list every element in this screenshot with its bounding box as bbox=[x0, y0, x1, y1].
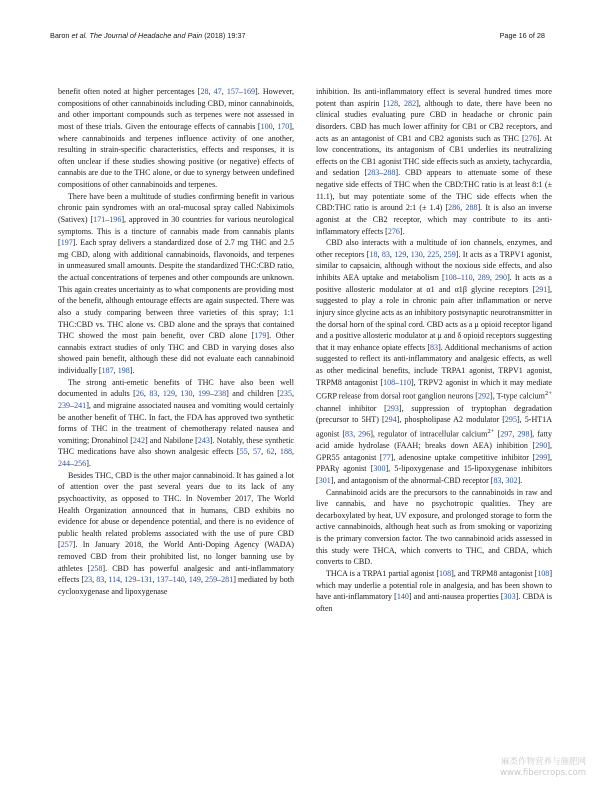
citation-link[interactable]: 300 bbox=[373, 464, 386, 474]
header-authors: Baron bbox=[50, 31, 70, 40]
citation-link[interactable]: 282 bbox=[404, 98, 417, 108]
watermark-line-1: 麻类作物营养与施肥网 bbox=[500, 757, 586, 767]
citation-link[interactable]: 129 bbox=[124, 575, 137, 585]
citation-link[interactable]: 242 bbox=[132, 435, 145, 445]
citation-link[interactable]: 169 bbox=[242, 87, 256, 96]
citation-link[interactable]: 235 bbox=[279, 389, 292, 399]
citation-link[interactable]: 187 bbox=[101, 366, 114, 375]
header-volume: (2018) 19:37 bbox=[204, 31, 246, 40]
citation-link[interactable]: 297 bbox=[500, 429, 513, 439]
body-paragraph: CBD also interacts with a multitude of ion channels, enzymes, and other receptors [18, 83, 129, 130, 225, 259]. It acts as a TRPV1 agonist, similar to capsaicin, although without the noxious side effects, and also inhibits AEA uptake and metabolism [108–110, 289, 290]. It acts as a positive allosteric modulator at α1 and α1β glycine receptors [291], suggested to play a role in chronic pain after inflammation or nerve injury since glycine acts as an inhibitory postsynaptic neurotransmitter in the dorsal horn of the spinal cord. CBD acts as a μ opioid receptor ligand and a positive allosteric modulator at μ and δ opioid receptors suggesting that it may enhance opiate effects [83]. Additional mechanisms of action suggested to reflect its anti-inflammatory and analgesic effects, as well as other medicinal benefits, include TRPA1 agonist, TRPV1 agonist, TRPM8 antagonist [108–110], TRPV2 agonist in which it may mediate CGRP release from dorsal root ganglion neurons [292], T-type calcium$^{2+}$ channel inhibitor [293], suppression of tryptophan degradation (precursor to 5HT) [294], phospholipase A2 modulator [295], 5-HT1A agonist [83, 296], regulator of intracellular calcium$^{2+}$ [297, 298], fatty acid amide hydrolase (FAAH; breaks down AEA) inhibition [290], GPR55 antagonist [77], adenosine uptake competitive inhibitor [299], PPARγ agonist [300], 5-lipoxygenase and 15-lipoxygenase inhibitors [301], and antagonism of the abnormal-CBD receptor [83, 302]. bbox=[316, 238, 553, 485]
citation-link[interactable]: 293 bbox=[386, 403, 399, 413]
citation-link[interactable]: 149 bbox=[188, 575, 201, 585]
citation-link[interactable]: 283 bbox=[367, 168, 380, 178]
citation-link[interactable]: 244 bbox=[58, 459, 71, 468]
citation-link[interactable]: 294 bbox=[384, 415, 397, 425]
citation-link[interactable]: 129 bbox=[162, 389, 175, 399]
citation-link[interactable]: 83 bbox=[149, 389, 158, 399]
citation-link[interactable]: 28 bbox=[200, 87, 209, 96]
citation-link[interactable]: 83 bbox=[430, 342, 439, 352]
citation-link[interactable]: 57 bbox=[253, 447, 262, 457]
citation-link[interactable]: 77 bbox=[382, 452, 391, 462]
citation-link[interactable]: 276 bbox=[387, 226, 400, 236]
citation-link[interactable]: 288 bbox=[465, 203, 478, 213]
header-etal: et al. bbox=[71, 31, 88, 40]
body-paragraph: THCA is a TRPA1 partial agonist [108], and TRPM8 antagonist [108] which may underlie a potential role in analgesia, and has been shown to have anti-inflammatory [140] and anti-nausea properties [303]. CBDA is often bbox=[316, 568, 552, 613]
citation-link[interactable]: 110 bbox=[399, 377, 411, 387]
citation-link[interactable]: 100 bbox=[260, 121, 273, 131]
body-paragraph: inhibition. Its anti-inflammatory effect is several hundred times more potent than aspirin [128, 282], although to date, there have been no clinical studies evaluating pure CBD in headache or chronic pain disorders. CBD has much lower affinity for CB1 or CB2 receptors, and acts as an antagonist of CB1 and CB2 agonists such as THC [276]. At low concentrations, its antagonism of CB1 underlies its neutralizing effects on the CB1 agonist THC side effects such as anxiety, tachycardia, and sedation [283–288]. CBD appears to attenuate some of these negative side effects of THC when the CBD:THC ratio is at least 8:1 (± 11.1), but may potentiate some of the THC side effects when the CBD:THC ratio is around 2:1 (± 1.4) [286, 288]. It is also an inverse agonist at the CB2 receptor, which may contribute to its anti-inflammatory effects [276]. bbox=[316, 87, 553, 236]
right-column bbox=[316, 86, 552, 614]
citation-link[interactable]: 83 bbox=[96, 575, 105, 585]
citation-link[interactable]: 298 bbox=[517, 429, 530, 439]
citation-link[interactable]: 83 bbox=[345, 429, 354, 439]
citation-link[interactable]: 292 bbox=[477, 391, 491, 401]
citation-link[interactable]: 55 bbox=[239, 447, 248, 457]
citation-link[interactable]: 179 bbox=[254, 331, 267, 341]
citation-link[interactable]: 257 bbox=[60, 540, 73, 550]
citation-link[interactable]: 114 bbox=[108, 575, 121, 585]
citation-link[interactable]: 140 bbox=[396, 592, 409, 602]
citation-link[interactable]: 295 bbox=[504, 415, 517, 425]
citation-link[interactable]: 137 bbox=[156, 575, 169, 585]
watermark-line-2: www.fibercrops.com bbox=[500, 768, 586, 778]
citation-link[interactable]: 197 bbox=[60, 238, 73, 248]
citation-link[interactable]: 238 bbox=[214, 389, 227, 399]
citation-link[interactable]: 26 bbox=[135, 389, 144, 399]
citation-link[interactable]: 256 bbox=[74, 459, 87, 468]
watermark bbox=[500, 757, 586, 779]
citation-link[interactable]: 281 bbox=[221, 575, 234, 585]
citation-link[interactable]: 291 bbox=[535, 284, 548, 294]
citation-link[interactable]: 239 bbox=[58, 400, 71, 410]
citation-link[interactable]: 289 bbox=[477, 273, 490, 282]
citation-link[interactable]: 140 bbox=[172, 575, 185, 585]
header-page-number: Page 16 of 28 bbox=[499, 31, 545, 40]
citation-link[interactable]: 276 bbox=[524, 133, 537, 143]
body-paragraph: Besides THC, CBD is the other major cannabinoid. It has gained a lot of attention over the past several years due to its lack of any psychoactivity, as opposed to THC. In November 2017, The World Health Organization announced that in humans, CBD exhibits no evidence for abuse or dependence potential, and there is no evidence of public health related problems associated with the use of pure CBD [257]. In January 2018, the World Anti-Doping Agency (WADA) removed CBD from their prohibited list, no longer banning use by athletes [258]. CBD has powerful analgesic and anti-inflammatory effects [23, 83, 114, 129–131, 137–140, 149, 259–281] mediated by both cyclooxygenase and lipoxygenase bbox=[58, 470, 295, 596]
citation-link[interactable]: 290 bbox=[535, 441, 548, 451]
citation-link[interactable]: 296 bbox=[358, 429, 371, 439]
citation-link[interactable]: 259 bbox=[205, 575, 218, 585]
citation-link[interactable]: 47 bbox=[213, 87, 222, 96]
citation-link[interactable]: 128 bbox=[386, 98, 399, 108]
citation-link[interactable]: 157 bbox=[226, 87, 239, 96]
citation-link[interactable]: 199 bbox=[197, 389, 211, 399]
citation-link[interactable]: 286 bbox=[448, 203, 461, 213]
citation-link[interactable]: 258 bbox=[90, 563, 103, 573]
citation-link[interactable]: 303 bbox=[503, 592, 516, 602]
citation-link[interactable]: 301 bbox=[318, 475, 331, 485]
citation-link[interactable]: 290 bbox=[494, 273, 508, 282]
body-paragraph: There have been a multitude of studies confirming benefit in various chronic pain syndromes with an oral-mucosal spray called Nabiximols (Sativex) [171–196], approved in 30 countries for various neurological symptoms. This is a tincture of cannabis made from cannabis plants [197]. Each spray delivers a standardized dose of 2.7 mg THC and 2.5 mg CBD, along with additional cannabinoids, flavonoids, and terpenes in unmeasured small amounts. Despite the standardized THC:CBD ratio, the actual concentrations of terpenes and other compounds are unknown. This again creates uncertainty as to what components are providing most of the benefit, although entourage effects are again suspected. There was also a study comparing between three varieties of this spray; 1:1 THC:CBD vs. THC alone vs. CBD alone and the sprays that contained THC showed the most pain benefit, over CBD alone [179]. Other cannabis extract studies of only THC and CBD in varying doses also showed pain benefit, although these did not evaluate each cannabinoid individually [187, 198]. bbox=[58, 191, 295, 375]
citation-link[interactable]: 108 bbox=[383, 377, 396, 387]
citation-link[interactable]: 129 bbox=[394, 249, 407, 259]
citation-link[interactable]: 130 bbox=[410, 249, 423, 259]
header-journal: The Journal of Headache and Pain bbox=[89, 31, 203, 40]
citation-link[interactable]: 108 bbox=[439, 568, 452, 578]
citation-link[interactable]: 302 bbox=[505, 475, 518, 485]
citation-link[interactable]: 241 bbox=[74, 400, 87, 410]
citation-link[interactable]: 83 bbox=[493, 475, 502, 485]
citation-link[interactable]: 23 bbox=[84, 575, 93, 585]
citation-link[interactable]: 243 bbox=[197, 435, 210, 445]
body-paragraph: benefit often noted at higher percentages [28, 47, 157–169]. However, compositions of other cannabinoids including CBD, minor cannabinoids, and other important compounds such as terpenes were not assessed in most of these trials. Given the entourage effects of cannabis [100, 170], where cannabinoids and terpenes influence activity of one another, resulting in strain-specific characteristics, effects and responses, it is often unclear if these studies showing positive (or negative) effects of cannabis are due to the THC alone, or due to synergy between undefined compositions of other cannabinoids and terpenes. bbox=[58, 87, 295, 189]
left-column bbox=[58, 86, 294, 598]
citation-link[interactable]: 170 bbox=[277, 121, 290, 131]
citation-link[interactable]: 225 bbox=[427, 249, 440, 259]
citation-link[interactable]: 110 bbox=[460, 273, 473, 282]
body-paragraph: The strong anti-emetic benefits of THC have also been well documented in adults [26, 83, 129, 130, 199–238] and children [235, 239–241], and migraine associated nausea and vomiting would certainly be another benefit of THC. In fact, the FDA has approved two synthetic forms of THC in the treatment of chemotherapy related nausea and vomiting; Dronabinol [242] and Nabilone [243]. Notably, these synthetic THC medications have also shown analgesic effects [55, 57, 62, 188, 244–256]. bbox=[58, 377, 295, 468]
citation-link[interactable]: 171 bbox=[93, 214, 106, 224]
citation-link[interactable]: 83 bbox=[381, 249, 390, 259]
citation-link[interactable]: 131 bbox=[140, 575, 153, 585]
body-paragraph: Cannabinoid acids are the precursors to the cannabinoids in raw and live cannabis, and have no psychotropic qualities. They are decarboxylated by heat, UV exposure, and prolonged storage to form the active cannabinoids, although heat such as from smoking or vaporizing is the primary conversion factor. The two cannabinoid acids assessed in this study were THCA, which converts to THC, and CBDA, which converts to CBD. bbox=[316, 487, 552, 567]
citation-link[interactable]: 288 bbox=[383, 168, 396, 178]
citation-link[interactable]: 18 bbox=[369, 249, 378, 259]
running-header bbox=[50, 31, 545, 45]
citation-link[interactable]: 198 bbox=[117, 366, 130, 375]
citation-link[interactable]: 299 bbox=[535, 452, 548, 462]
citation-link[interactable]: 196 bbox=[109, 214, 122, 224]
citation-link[interactable]: 130 bbox=[180, 389, 193, 399]
citation-link[interactable]: 188 bbox=[279, 447, 292, 457]
citation-link[interactable]: 259 bbox=[443, 249, 456, 259]
citation-link[interactable]: 62 bbox=[266, 447, 275, 457]
citation-link[interactable]: 108 bbox=[537, 568, 550, 578]
citation-link[interactable]: 108 bbox=[444, 273, 457, 282]
header-citation bbox=[50, 31, 246, 40]
